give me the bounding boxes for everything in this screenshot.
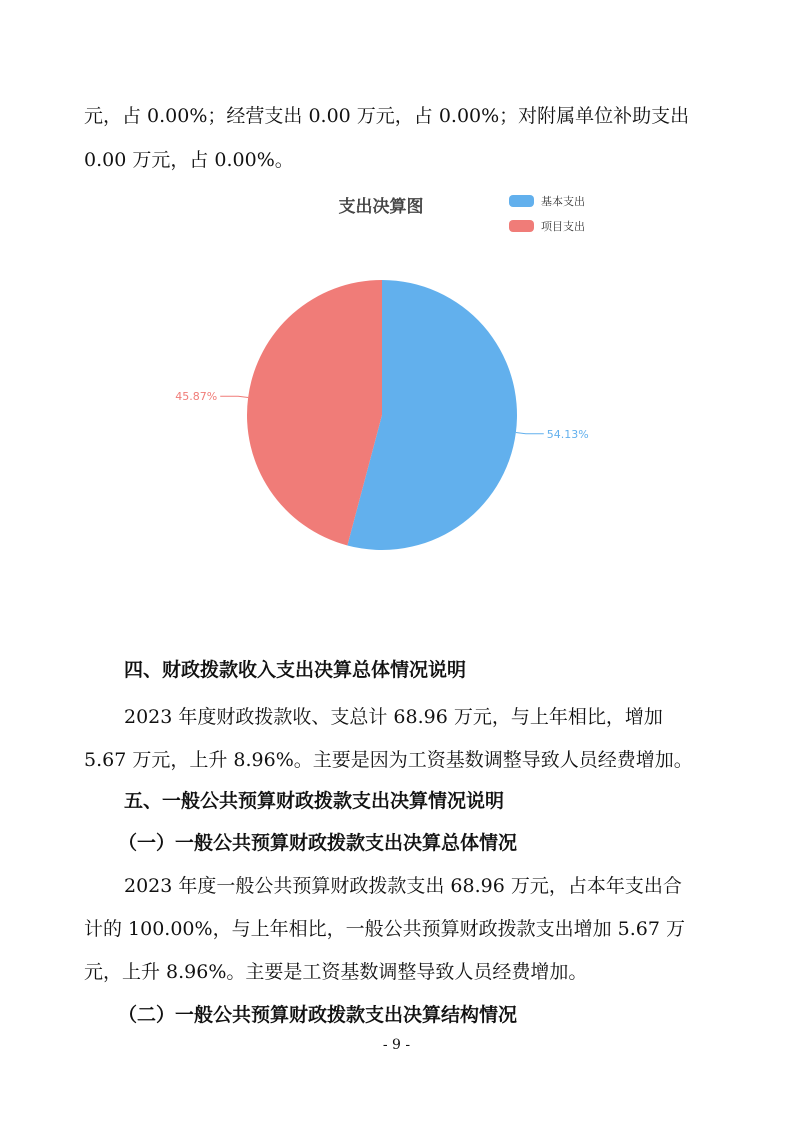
- section-5-1-line-1: 2023 年度一般公共预算财政拨款支出 68.96 万元，占本年支出合: [124, 875, 682, 897]
- pie-slice-1: [247, 280, 382, 545]
- paragraph-line-2: 0.00 万元，占 0.00%。: [84, 149, 294, 171]
- paragraph-line-1: 元，占 0.00%；经营支出 0.00 万元，占 0.00%；对附属单位补助支出: [84, 105, 690, 127]
- chart-title: 支出决算图: [338, 197, 424, 217]
- section-4-line-2: 5.67 万元，上升 8.96%。主要是因为工资基数调整导致人员经费增加。: [84, 749, 693, 771]
- section-5-1-line-3: 元，上升 8.96%。主要是工资基数调整导致人员经费增加。: [84, 961, 588, 983]
- legend-label-project: 项目支出: [541, 220, 585, 233]
- pie-leader-line-0: [516, 432, 544, 433]
- section-4-line-1: 2023 年度财政拨款收、支总计 68.96 万元，与上年相比，增加: [124, 706, 663, 728]
- pie-slice-0: [347, 280, 517, 550]
- legend-swatch-project: [509, 220, 534, 232]
- legend-label-basic: 基本支出: [541, 195, 585, 208]
- section-5-1-heading: （一）一般公共预算财政拨款支出决算总体情况: [118, 832, 518, 854]
- pie-data-label-1: 45.87%: [175, 390, 218, 404]
- legend-swatch-basic: [509, 195, 534, 207]
- pie-data-label-0: 54.13%: [546, 427, 589, 441]
- pie-leader-line-1: [220, 396, 248, 397]
- page-number: - 9 -: [382, 1037, 411, 1053]
- section-4-heading: 四、财政拨款收入支出决算总体情况说明: [124, 659, 467, 681]
- section-5-heading: 五、一般公共预算财政拨款支出决算情况说明: [124, 790, 505, 812]
- section-5-1-line-2: 计的 100.00%，与上年相比，一般公共预算财政拨款支出增加 5.67 万: [84, 918, 685, 940]
- section-5-2-heading: （二）一般公共预算财政拨款支出决算结构情况: [118, 1004, 518, 1026]
- legend: [509, 194, 585, 233]
